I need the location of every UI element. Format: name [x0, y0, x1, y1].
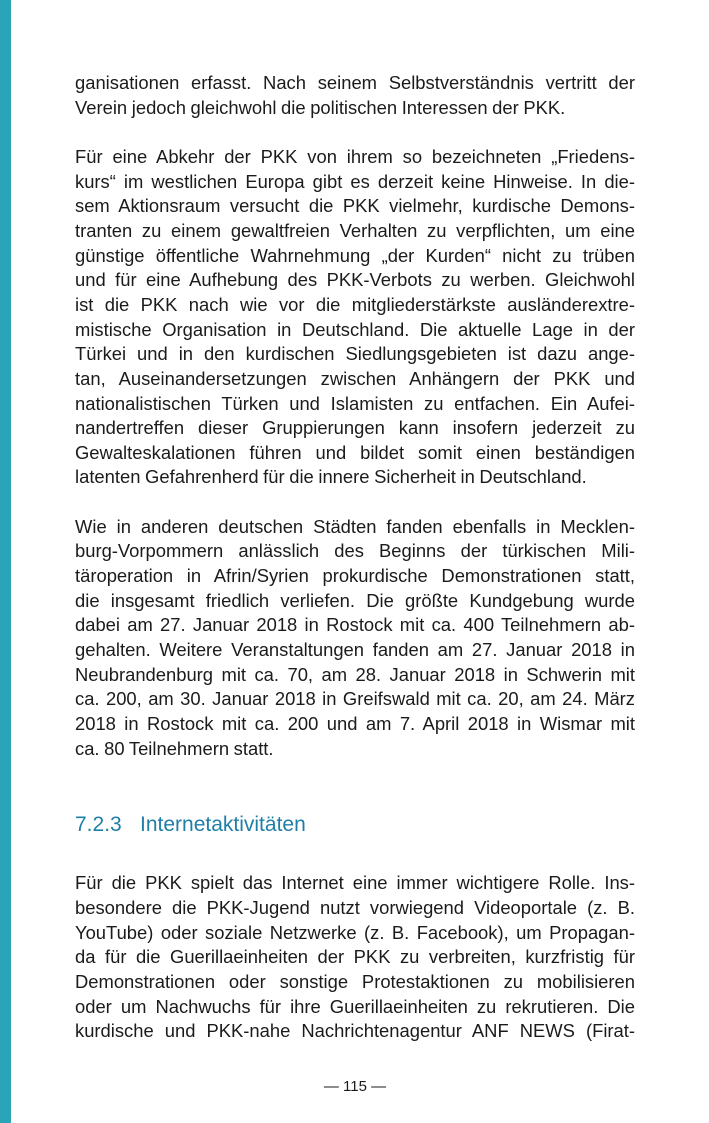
text-line: Gewalteskalationen führen und bildet somit einen beständigen	[75, 441, 635, 463]
text-line: oder um Nachwuchs für ihre Guerillaeinheiten zu rekrutieren. Die	[75, 995, 635, 1017]
page-footer	[75, 1077, 635, 1097]
paragraph	[75, 515, 635, 762]
text-line: Demonstrationen oder sonstige Protestaktionen zu mobilisieren	[75, 970, 635, 992]
text-line: Für die PKK spielt das Internet eine immer wichtigere Rolle. Ins-	[75, 872, 635, 894]
text-line: ganisationen erfasst. Nach seinem Selbstverständnis vertritt der	[75, 72, 635, 93]
text-line: YouTube) oder soziale Netzwerke (z. B. Facebook), um Propagan-	[75, 921, 635, 943]
text-line: ist die PKK nach wie vor die mitgliederstärkste ausländerextre-	[75, 293, 635, 315]
text-line: da für die Guerillaeinheiten der PKK zu verbreiten, kurzfristig für	[75, 946, 635, 968]
section-heading	[75, 812, 635, 838]
page-number: — 115 —	[323, 1078, 387, 1095]
text-line: burg-Vorpommern anlässlich des Beginns der türkischen Mili-	[75, 540, 635, 562]
text-line: günstige öffentliche Wahrnehmung „der Kurden“ nicht zu trüben	[75, 244, 635, 266]
text-line: kurs“ im westlichen Europa gibt es derzeit keine Hinweise. In die-	[75, 170, 635, 192]
text-line: Verein jedoch gleichwohl die politischen Interessen der PKK.	[75, 96, 566, 118]
text-line: gehalten. Weitere Veranstaltungen fanden am 27. Januar 2018 in	[75, 639, 635, 661]
text-line: kurdische und PKK-nahe Nachrichtenagentur ANF NEWS (Firat-	[75, 1020, 635, 1042]
paragraph	[75, 71, 635, 120]
paragraph	[75, 145, 635, 490]
text-line: Für eine Abkehr der PKK von ihrem so bezeichneten „Friedens-	[75, 145, 635, 167]
text-line: nationalistischen Türken und Islamisten zu entfachen. Ein Aufei-	[75, 392, 635, 414]
text-line: ca. 80 Teilnehmern statt.	[75, 737, 274, 759]
paragraph	[75, 871, 635, 1044]
text-line: mistische Organisation in Deutschland. Die aktuelle Lage in der	[75, 318, 635, 340]
text-line: Türkei und in den kurdischen Siedlungsgebieten ist dazu ange-	[75, 343, 635, 365]
text-line: sem Aktionsraum versucht die PKK vielmehr, kurdische Demons-	[75, 195, 635, 217]
page-edge-bar	[0, 0, 11, 1123]
text-line: täroperation in Afrin/Syrien prokurdische Demonstrationen statt,	[75, 565, 635, 587]
text-line: tan, Auseinandersetzungen zwischen Anhängern der PKK und	[75, 367, 635, 389]
text-line: tranten zu einem gewaltfreien Verhalten zu verpflichten, um eine	[75, 219, 635, 241]
text-line: dabei am 27. Januar 2018 in Rostock mit ca. 400 Teilnehmern ab-	[75, 614, 635, 636]
section-number: 7.2.3	[75, 813, 122, 837]
text-line: besondere die PKK-Jugend nutzt vorwiegend Videoportale (z. B.	[75, 897, 635, 918]
text-line: die insgesamt friedlich verliefen. Die größte Kundgebung wurde	[75, 589, 635, 611]
text-line: Wie in anderen deutschen Städten fanden ebenfalls in Mecklen-	[75, 515, 635, 537]
text-line: Neubrandenburg mit ca. 70, am 28. Januar 2018 in Schwerin mit	[75, 663, 635, 685]
text-line: 2018 in Rostock mit ca. 200 und am 7. April 2018 in Wismar mit	[75, 713, 635, 735]
text-line: und für eine Aufhebung des PKK-Verbots zu werben. Gleichwohl	[75, 269, 635, 291]
text-line: nandertreffen dieser Gruppierungen kann insofern jederzeit zu	[75, 417, 635, 439]
section-title: Internetaktivitäten	[140, 813, 306, 837]
page-content	[75, 71, 635, 1069]
text-line: ca. 200, am 30. Januar 2018 in Greifswald mit ca. 20, am 24. März	[75, 688, 635, 710]
text-line: latenten Gefahrenherd für die innere Sicherheit in Deutschland.	[75, 466, 587, 488]
